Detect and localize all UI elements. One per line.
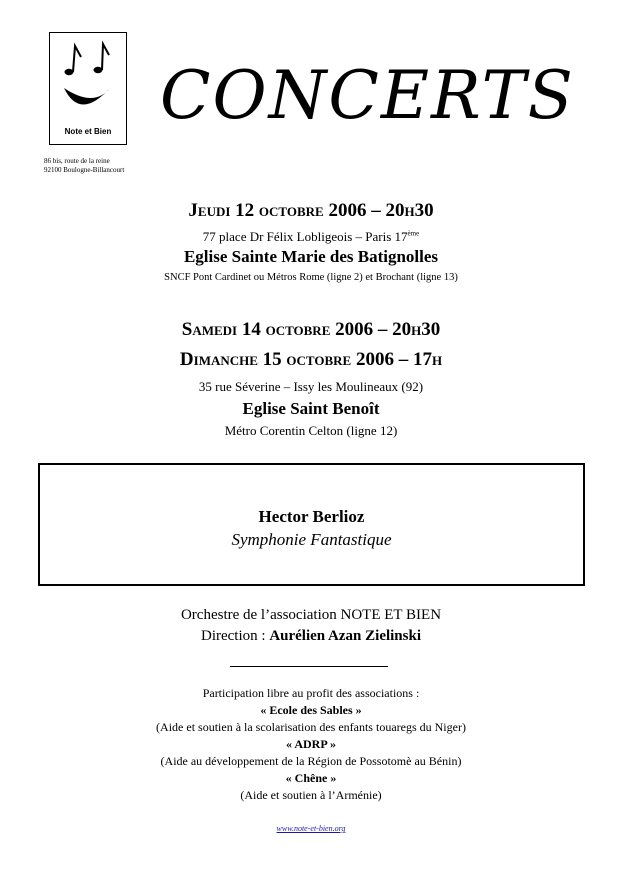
organization-address bbox=[44, 157, 124, 175]
association-description: (Aide au développement de la Région de Possotomè au Bénin) bbox=[160, 754, 462, 768]
concert1-transport: SNCF Pont Cardinet ou Métros Rome (ligne 2) et Brochant (ligne 13) bbox=[164, 272, 458, 283]
website-row bbox=[0, 818, 622, 836]
association-name: « ADRP » bbox=[285, 737, 336, 751]
composer-name: Hector Berlioz bbox=[258, 507, 365, 526]
association-name: « Ecole des Sables » bbox=[260, 703, 362, 717]
concert1-address-text: 77 place Dr Félix Lobligeois – Paris 17 bbox=[202, 229, 408, 244]
program-box bbox=[38, 463, 585, 586]
direction-line bbox=[0, 628, 622, 645]
association-description: (Aide et soutien à la scolarisation des enfants touaregs du Niger) bbox=[156, 720, 466, 734]
concert2-address: 35 rue Séverine – Issy les Moulineaux (92) bbox=[198, 379, 424, 394]
association-name: « Chêne » bbox=[285, 771, 337, 785]
concert2-date-sunday: Dimanche 15 octobre 2006 – 17h bbox=[179, 349, 443, 370]
concert1-address bbox=[0, 229, 622, 245]
concert1-address-sup: ème bbox=[407, 229, 420, 238]
direction-label: Direction : bbox=[200, 628, 270, 644]
page-title: CONCERTS bbox=[160, 57, 575, 134]
association-description: (Aide et soutien à l’Arménie) bbox=[240, 788, 382, 802]
concert2-date-saturday: Samedi 14 octobre 2006 – 20h30 bbox=[181, 319, 441, 340]
concert2-transport: Métro Corentin Celton (ligne 12) bbox=[224, 423, 398, 438]
logo bbox=[49, 32, 127, 145]
address-line: 86 bis, route de la reine bbox=[44, 157, 110, 165]
concert1-venue: Eglise Sainte Marie des Batignolles bbox=[183, 247, 439, 266]
director-name: Aurélien Azan Zielinski bbox=[269, 628, 421, 644]
orchestra-name: Orchestre de l’association NOTE ET BIEN bbox=[180, 607, 442, 623]
participation-intro: Participation libre au profit des associations : bbox=[202, 686, 420, 700]
address-city: 92100 Boulogne-Billancourt bbox=[44, 166, 125, 174]
website-link[interactable]: www.note-et-bien.org bbox=[276, 824, 346, 833]
smiling-notes-logo-icon bbox=[50, 33, 128, 129]
work-title: Symphonie Fantastique bbox=[231, 530, 392, 549]
logo-caption: Note et Bien bbox=[64, 127, 112, 136]
concert1-date: Jeudi 12 octobre 2006 – 20h30 bbox=[188, 200, 434, 221]
concert2-venue: Eglise Saint Benoît bbox=[242, 399, 380, 418]
divider bbox=[230, 666, 388, 667]
